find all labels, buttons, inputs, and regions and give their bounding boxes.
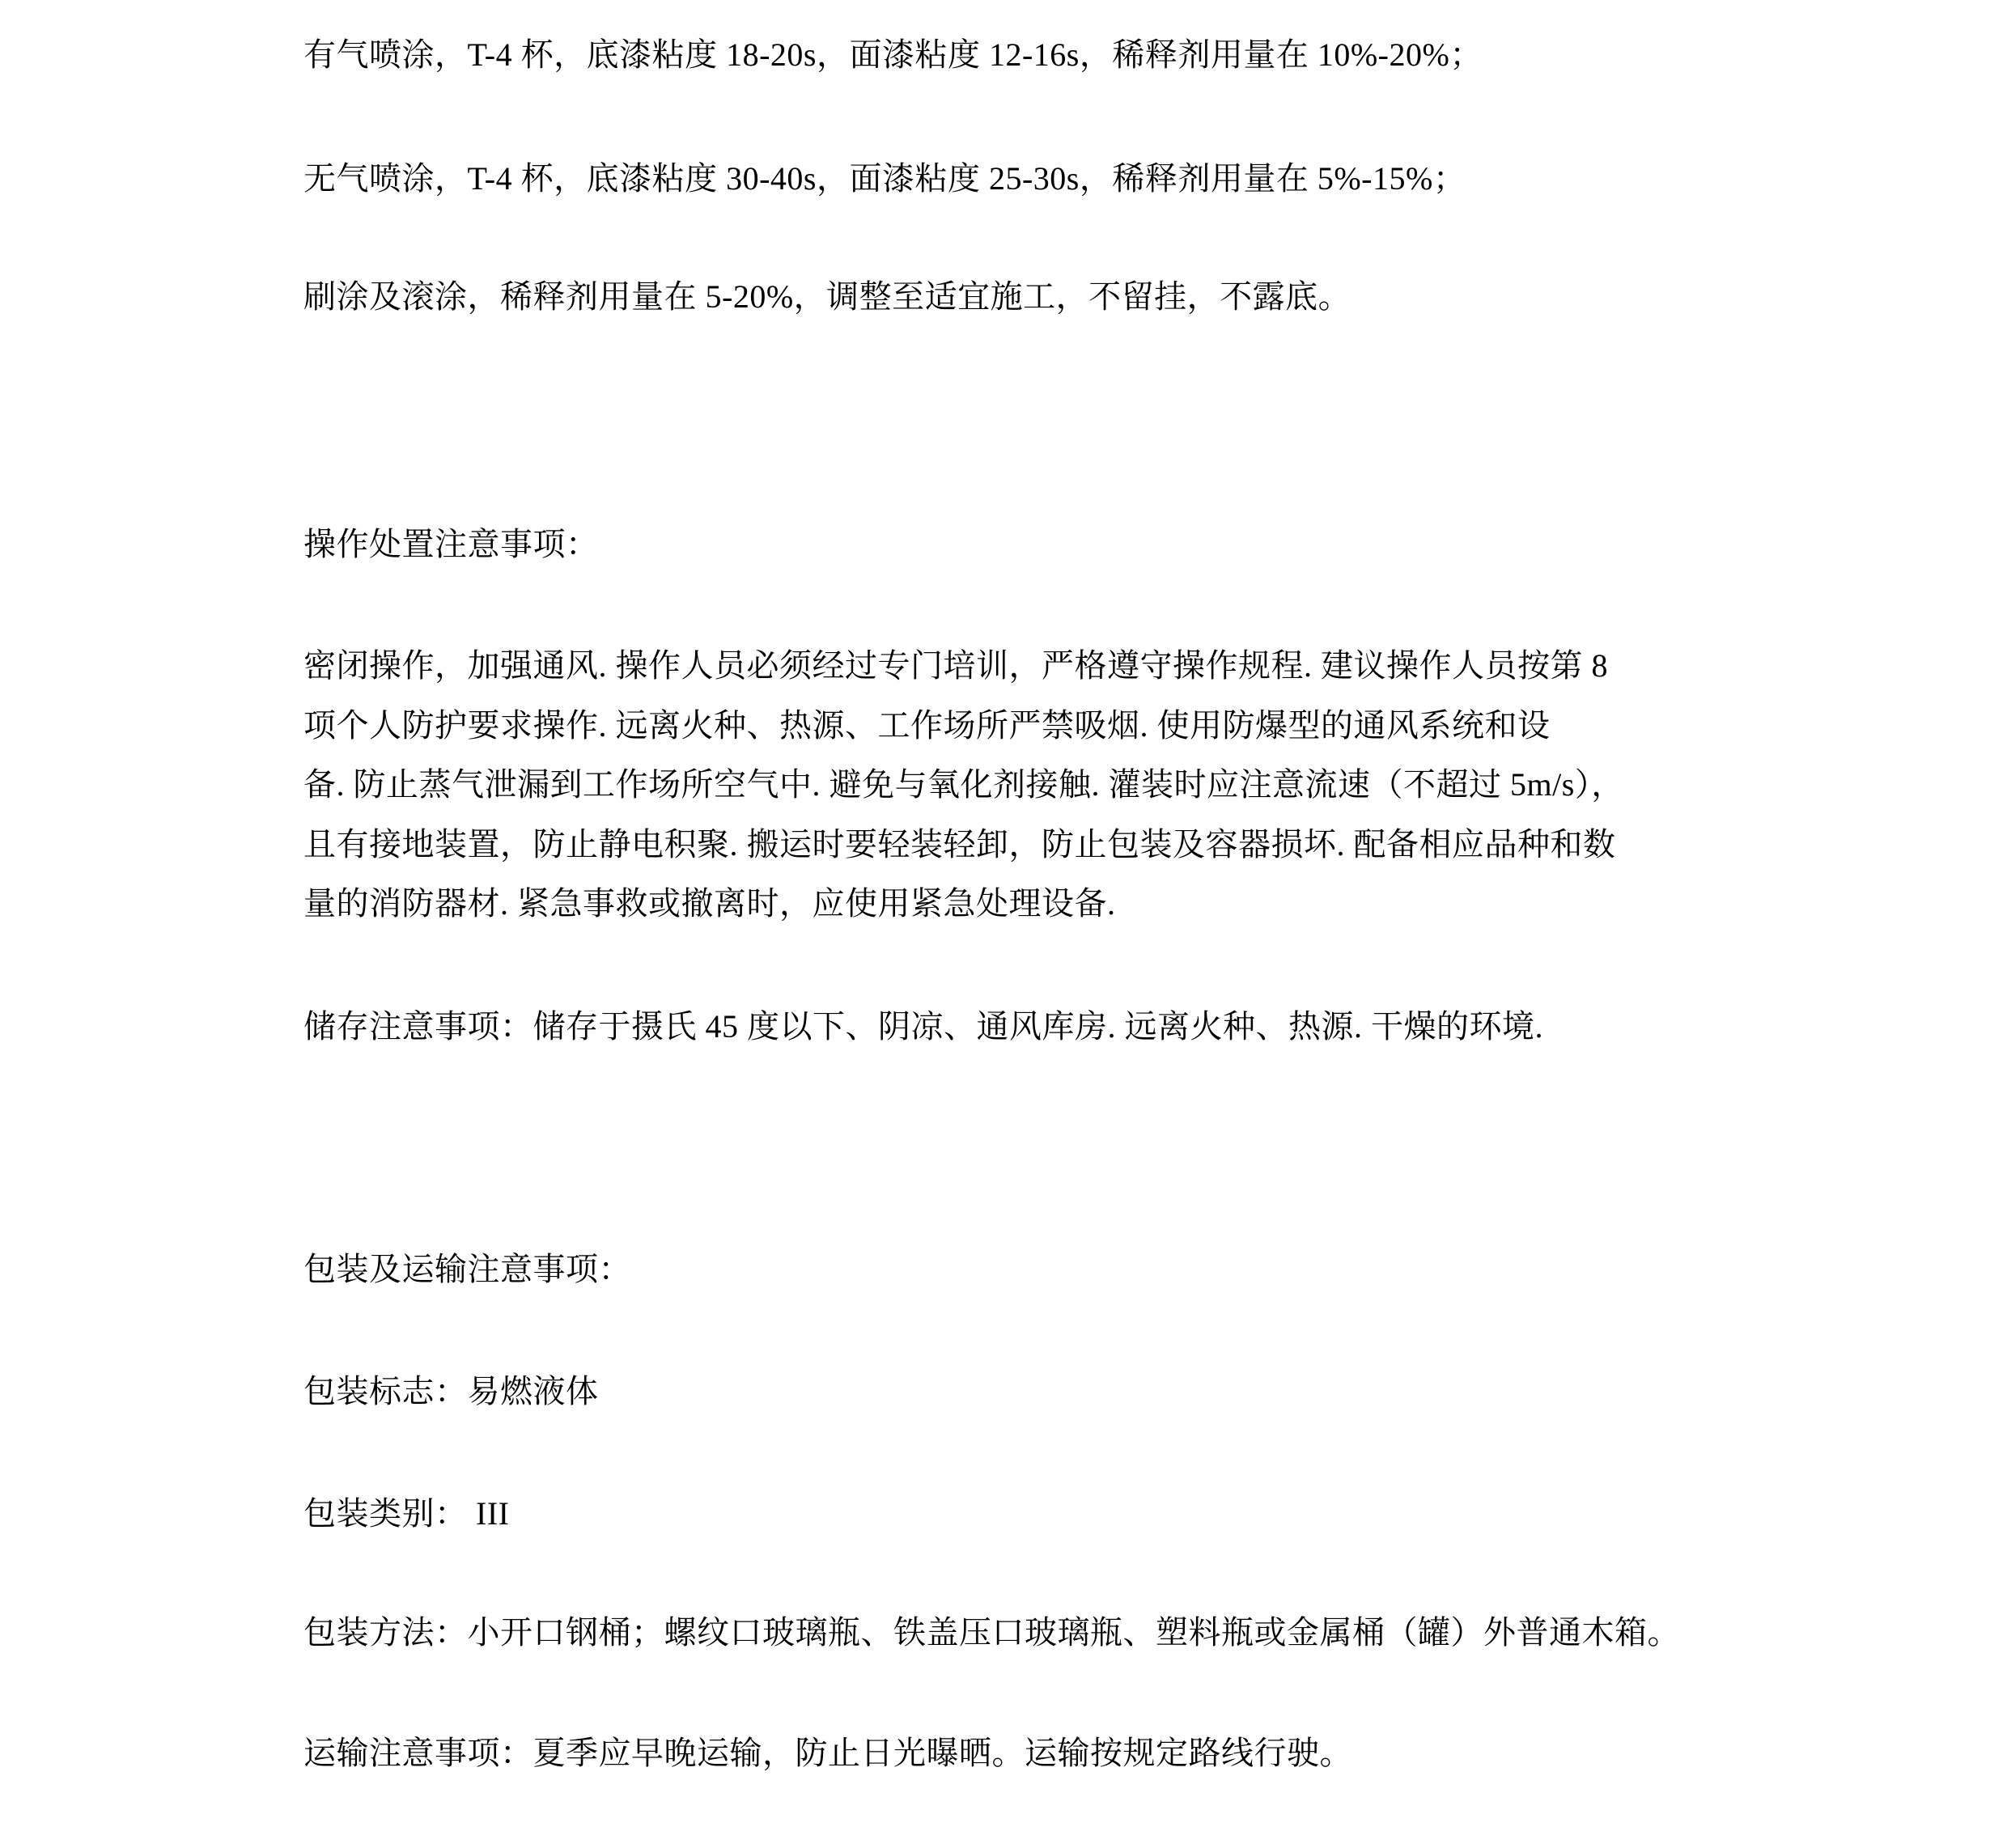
packaging-method-line: 包装方法：小开口钢桶；螺纹口玻璃瓶、铁盖压口玻璃瓶、塑料瓶或金属桶（罐）外普通木箱。 (303, 1614, 1680, 1651)
packaging-category-line: 包装类别： III (303, 1495, 510, 1532)
operation-precautions-paragraph (303, 636, 1624, 934)
operation-paragraph-line-5: 量的消防器材. 紧急事救或撤离时，应使用紧急处理设备. (303, 885, 1116, 922)
packaging-mark-line: 包装标志：易燃液体 (303, 1373, 599, 1409)
operation-paragraph-line-4: 且有接地装置，防止静电积聚. 搬运时要轻装轻卸，防止包装及容器损坏. 配备相应品种和数 (303, 825, 1616, 863)
operation-paragraph-line-2: 项个人防护要求操作. 远离火种、热源、工作场所严禁吸烟. 使用防爆型的通风系统和设 (303, 706, 1551, 744)
airless-spray-line: 无气喷涂，T-4 杯，底漆粘度 30-40s，面漆粘度 25-30s，稀释剂用量在 5%-15%； (303, 160, 1466, 197)
packaging-transport-heading: 包装及运输注意事项： (303, 1251, 631, 1287)
operation-precautions-heading: 操作处置注意事项： (303, 526, 599, 562)
operation-paragraph-line-1: 密闭操作，加强通风. 操作人员必须经过专门培训，严格遵守操作规程. 建议操作人员按第 8 (303, 647, 1608, 684)
operation-paragraph-line-3: 备. 防止蒸气泄漏到工作场所空气中. 避免与氧化剂接触. 灌装时应注意流速（不超过 5m/s）， (303, 766, 1624, 803)
storage-precautions-line: 储存注意事项：储存于摄氏 45 度以下、阴凉、通风库房. 远离火种、热源. 干燥的环境. (303, 1008, 1543, 1045)
brush-roll-line: 刷涂及滚涂，稀释剂用量在 5-20%，调整至适宜施工，不留挂，不露底。 (303, 278, 1351, 315)
air-spray-line: 有气喷涂，T-4 杯，底漆粘度 18-20s，面漆粘度 12-16s，稀释剂用量在 10%-20%； (303, 36, 1483, 73)
transport-precautions-line: 运输注意事项：夏季应早晚运输，防止日光曝晒。运输按规定路线行驶。 (303, 1735, 1352, 1771)
